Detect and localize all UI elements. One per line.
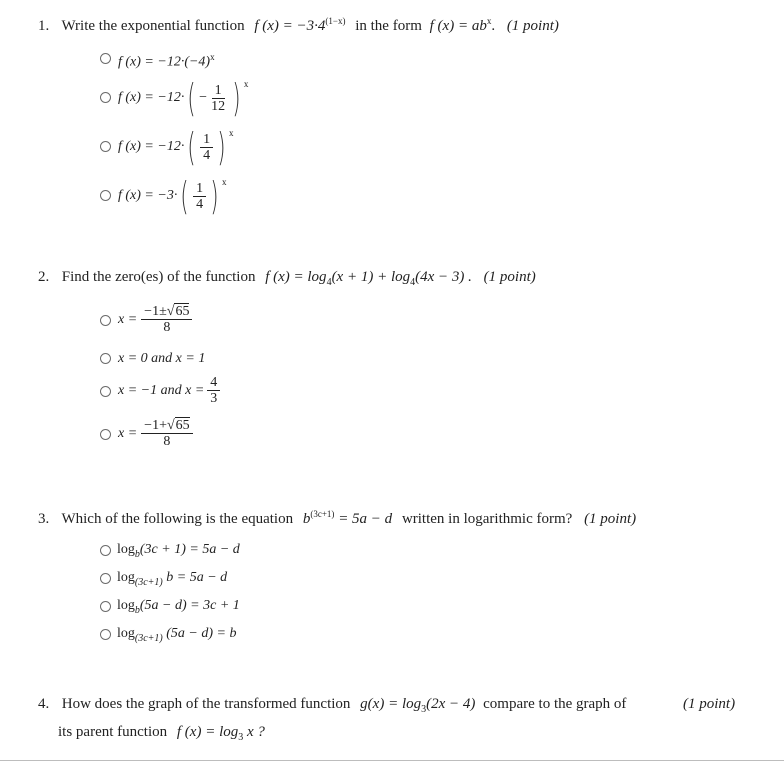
question-4 bbox=[38, 694, 626, 720]
radicand: 65 bbox=[175, 304, 190, 319]
question-1 bbox=[38, 11, 559, 36]
left-paren: ( bbox=[187, 125, 196, 169]
log-base: b bbox=[134, 548, 140, 560]
radio-q3-d[interactable] bbox=[100, 629, 111, 640]
numerator-text: −1± bbox=[144, 304, 167, 319]
option-q1-d bbox=[118, 174, 227, 218]
log-text: log bbox=[117, 598, 135, 613]
exponent: (3c+1) bbox=[310, 509, 335, 519]
points-label: (1 point) bbox=[506, 18, 559, 34]
question-text: compare to the graph of bbox=[483, 696, 627, 712]
question-number: 3. bbox=[38, 511, 50, 527]
option-text: (3c + 1) = 5a − d bbox=[139, 542, 240, 557]
right-paren: ) bbox=[210, 174, 219, 218]
option-q1-a bbox=[118, 52, 215, 71]
math-expression: (4x − 3) . bbox=[415, 269, 472, 285]
math-expression: f (x) = log bbox=[176, 724, 239, 740]
question-number: 2. bbox=[38, 269, 50, 285]
math-expression: f (x) = ab bbox=[429, 18, 487, 34]
numerator: 1 bbox=[200, 132, 213, 148]
denominator: 4 bbox=[203, 147, 211, 163]
option-q2-b bbox=[118, 351, 205, 367]
question-4-line2 bbox=[58, 722, 265, 748]
radio-q1-c[interactable] bbox=[100, 141, 111, 152]
denominator: 12 bbox=[211, 98, 226, 114]
question-text: in the form bbox=[355, 18, 422, 34]
log-base: b bbox=[134, 604, 140, 616]
log-base: 4 bbox=[410, 277, 416, 288]
fraction bbox=[193, 181, 206, 212]
question-3 bbox=[38, 504, 636, 529]
exponent: x bbox=[221, 177, 227, 187]
exponent: x bbox=[243, 79, 249, 89]
right-paren: ) bbox=[217, 125, 226, 169]
option-text: f (x) = −12·(−4) bbox=[118, 54, 211, 70]
radio-q1-d[interactable] bbox=[100, 190, 111, 201]
fraction bbox=[141, 304, 192, 335]
option-text: x = bbox=[118, 425, 138, 441]
bottom-divider bbox=[0, 760, 784, 761]
numerator: 1 bbox=[212, 83, 225, 99]
log-text: log bbox=[117, 570, 135, 585]
question-number: 4. bbox=[38, 696, 50, 712]
radio-q2-c[interactable] bbox=[100, 386, 111, 397]
radio-q2-b[interactable] bbox=[100, 353, 111, 364]
math-expression: (x + 1) + log bbox=[331, 269, 411, 285]
math-expression: = 5a − d bbox=[338, 511, 393, 527]
question-2 bbox=[38, 267, 536, 293]
option-text: f (x) = −12· bbox=[118, 90, 185, 105]
denominator: 8 bbox=[163, 320, 171, 335]
log-base: 4 bbox=[326, 277, 332, 288]
option-text: (5a − d) = 3c + 1 bbox=[139, 598, 240, 613]
numerator: −1+√65 bbox=[141, 418, 192, 434]
denominator: 4 bbox=[196, 196, 204, 212]
log-base: (3c+1) bbox=[134, 632, 163, 644]
left-paren: ( bbox=[180, 174, 189, 218]
numerator: 4 bbox=[207, 375, 220, 391]
denominator: 8 bbox=[163, 434, 171, 449]
log-base: (3c+1) bbox=[134, 576, 163, 588]
option-text: f (x) = −12· bbox=[118, 139, 185, 154]
exponent: x bbox=[228, 128, 234, 138]
points-label: (1 point) bbox=[483, 269, 536, 285]
radio-q3-c[interactable] bbox=[100, 601, 111, 612]
radio-q1-a[interactable] bbox=[100, 53, 111, 64]
log-text: log bbox=[117, 542, 135, 557]
option-q2-c bbox=[118, 375, 221, 406]
numerator-text: −1+ bbox=[144, 418, 167, 433]
question-text: How does the graph of the transformed function bbox=[61, 696, 351, 712]
exponent: x bbox=[486, 16, 492, 26]
radio-q1-b[interactable] bbox=[100, 92, 111, 103]
fraction bbox=[200, 132, 213, 163]
minus-sign: − bbox=[199, 90, 208, 105]
option-text: (5a − d) = b bbox=[166, 626, 237, 641]
question-text: its parent function bbox=[58, 724, 168, 740]
option-text: b = 5a − d bbox=[166, 570, 228, 585]
log-base: 3 bbox=[421, 704, 427, 715]
radio-q2-d[interactable] bbox=[100, 429, 111, 440]
question-text: Find the zero(es) of the function bbox=[61, 269, 256, 285]
option-q3-a bbox=[117, 542, 240, 560]
option-q3-d bbox=[117, 626, 236, 644]
radio-q2-a[interactable] bbox=[100, 315, 111, 326]
question-text: written in logarithmic form? bbox=[401, 511, 573, 527]
fraction bbox=[141, 418, 192, 449]
option-q1-b bbox=[118, 76, 249, 120]
option-text: x = −1 and x = bbox=[118, 382, 205, 398]
radicand: 65 bbox=[175, 418, 190, 433]
denominator: 3 bbox=[210, 391, 218, 406]
exponent: x bbox=[210, 52, 215, 62]
question-text: Write the exponential function bbox=[61, 18, 245, 34]
fraction bbox=[207, 375, 220, 406]
numerator: −1±√65 bbox=[141, 304, 192, 320]
punctuation: . bbox=[491, 18, 496, 34]
right-paren: ) bbox=[232, 76, 241, 120]
math-expression: f (x) = −3·4 bbox=[254, 18, 326, 34]
points-label: (1 point) bbox=[683, 696, 736, 712]
fraction bbox=[208, 83, 228, 114]
points-label: (1 point) bbox=[584, 511, 637, 527]
option-text: x = bbox=[118, 311, 138, 327]
radio-q3-a[interactable] bbox=[100, 545, 111, 556]
option-q3-c bbox=[117, 598, 240, 616]
option-q3-b bbox=[117, 570, 227, 588]
radio-q3-b[interactable] bbox=[100, 573, 111, 584]
question-number: 1. bbox=[38, 18, 50, 34]
option-q2-d bbox=[118, 418, 194, 449]
exponent: (1−x) bbox=[325, 16, 346, 26]
math-expression: g(x) = log bbox=[360, 696, 422, 712]
option-text: x = 0 and x = 1 bbox=[118, 351, 206, 366]
log-text: log bbox=[117, 626, 135, 641]
question-text: Which of the following is the equation bbox=[61, 511, 294, 527]
math-expression: b bbox=[302, 511, 311, 527]
math-expression: (2x − 4) bbox=[426, 696, 476, 712]
option-text: f (x) = −3· bbox=[118, 188, 178, 203]
log-base: 3 bbox=[238, 732, 244, 743]
math-expression: f (x) = log bbox=[265, 269, 327, 285]
option-q1-c bbox=[118, 125, 234, 169]
option-q2-a bbox=[118, 304, 193, 335]
numerator: 1 bbox=[193, 181, 206, 197]
left-paren: ( bbox=[187, 76, 196, 120]
math-expression: x ? bbox=[247, 724, 265, 740]
